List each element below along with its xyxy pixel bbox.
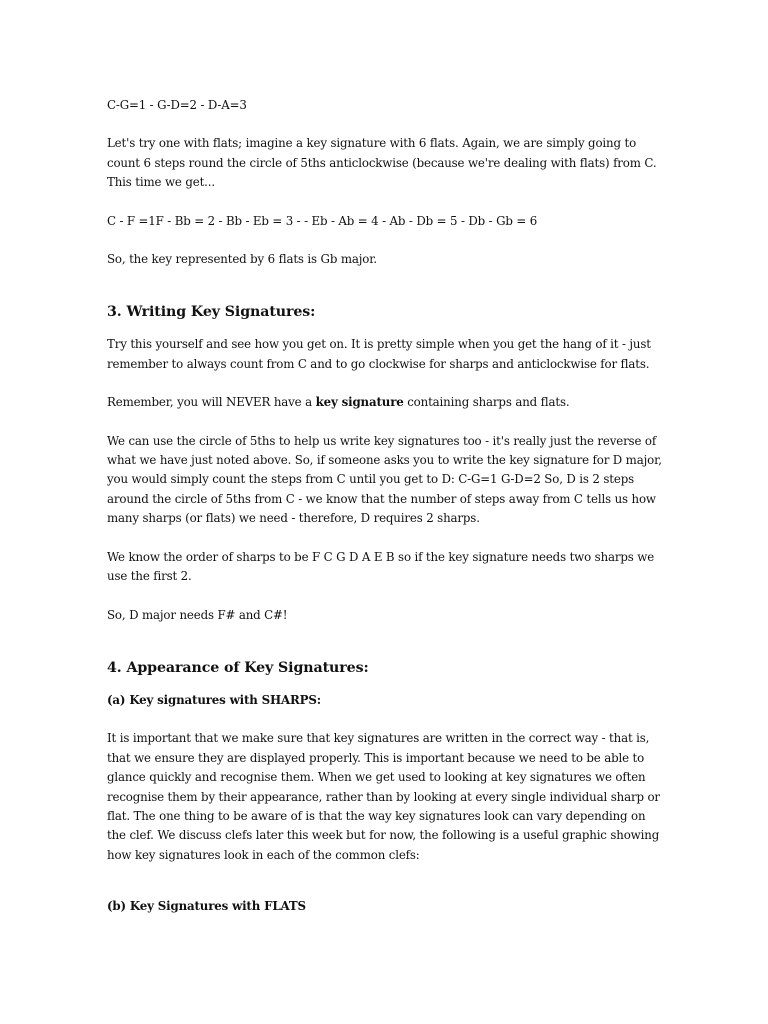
steps-sharps-example: C-G=1 - G-D=2 - D-A=3	[107, 98, 247, 112]
section-heading-writing-key-signatures: 3. Writing Key Signatures:	[107, 304, 316, 321]
section-heading-appearance: 4. Appearance of Key Signatures:	[107, 659, 369, 676]
subheading-flats: (b) Key Signatures with FLATS	[107, 899, 306, 914]
note-text-before: Remember, you will NEVER have a	[107, 395, 316, 410]
document-page	[107, 96, 667, 917]
d-major-conclusion: So, D major needs F# and C#!	[107, 607, 288, 622]
key-signature-emphasis: key signature	[315, 395, 404, 410]
circle-of-fifths-paragraph: We can use the circle of 5ths to help us write key signatures too - it's really just the reverse of what we have just noted above. So, if someone asks you to write the key signature for D major, you would simply count the steps from C until you get to D: C-G=1 G-D=2 So, D is 2 steps around the circle of 5ths from C - we know that the number of steps away from C tells us how many sharps (or flats) we need - therefore, D requires 2 sharps.	[107, 433, 662, 526]
try-yourself-paragraph: Try this yourself and see how you get on. It is pretty simple when you get the hang of it - just remember to always count from C and to go clockwise for sharps and anticlockwise for flats.	[107, 337, 651, 371]
never-sharps-and-flats-note	[107, 393, 667, 412]
order-of-sharps-paragraph: We know the order of sharps to be F C G D A E B so if the key signature needs two sharps we use the first 2.	[107, 549, 655, 584]
flats-intro-paragraph: Let's try one with flats; imagine a key signature with 6 flats. Again, we are simply going to count 6 steps round the circle of 5ths anticlockwise (because we're dealing with flats) from C. This time we get...	[107, 136, 657, 190]
six-flats-conclusion: So, the key represented by 6 flats is Gb major.	[107, 252, 378, 267]
note-text-after: containing sharps and flats.	[403, 395, 570, 410]
steps-flats-example: C - F =1F - Bb = 2 - Bb - Eb = 3 - - Eb - Ab = 4 - Ab - Db = 5 - Db - Gb = 6	[107, 213, 538, 228]
subheading-sharps: (a) Key signatures with SHARPS:	[107, 692, 321, 707]
appearance-paragraph: It is important that we make sure that key signatures are written in the correct way - that is, that we ensure they are displayed properly. This is important because we need to be able to glance quickly and recognise them. When we get used to looking at key signatures we often recognise them by their appearance, rather than by looking at every single individual sharp or flat. The one thing to be aware of is that the way key signatures look can vary depending on the clef. We discuss clefs later this week but for now, the following is a useful graphic showing how key signatures look in each of the common clefs:	[107, 731, 660, 862]
